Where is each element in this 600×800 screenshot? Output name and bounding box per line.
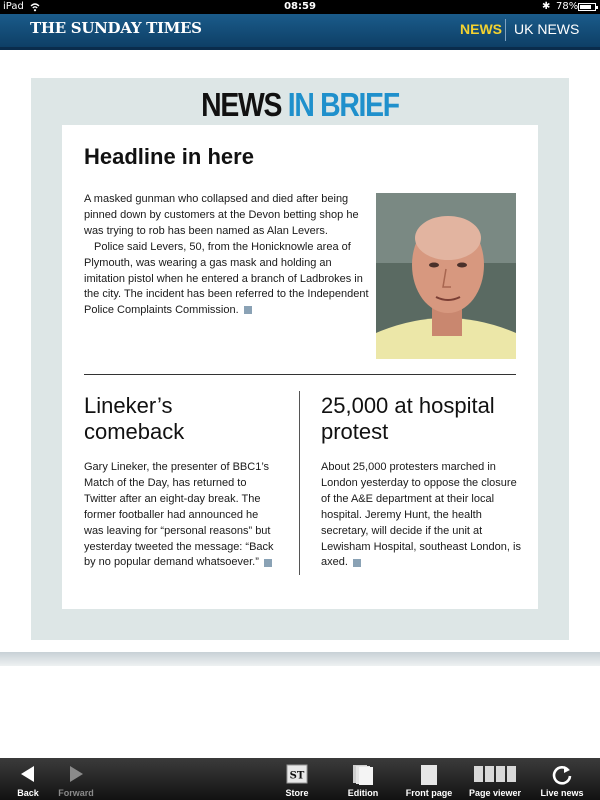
protest-headline: 25,000 at hospital protest xyxy=(321,393,495,444)
refresh-icon xyxy=(551,764,573,786)
column-divider xyxy=(299,391,300,575)
store-glyph: ST xyxy=(289,770,305,782)
forward-label: Forward xyxy=(58,788,94,798)
live-news-button[interactable] xyxy=(536,758,588,800)
forward-button[interactable] xyxy=(52,758,100,800)
protest-body-wrap xyxy=(321,460,521,571)
page-viewer-icon xyxy=(473,764,517,784)
back-arrow-icon xyxy=(18,764,38,784)
news-in-brief-panel xyxy=(31,78,569,640)
main-story-para1: A masked gunman who collapsed and died after being pinned down by customers at the Devon betting shop he was trying to rob has been named as Alan Levers. xyxy=(84,193,359,237)
forward-arrow-icon xyxy=(66,764,86,784)
section-tab-news[interactable]: NEWS xyxy=(460,21,502,37)
bottom-toolbar xyxy=(0,758,600,800)
edition-icon xyxy=(352,764,374,786)
page-viewer-label: Page viewer xyxy=(468,788,522,798)
lineker-headline: Lineker’s comeback xyxy=(84,393,185,444)
lineker-body: Gary Lineker, the presenter of BBC1’s Match of the Day, has returned to Twitter after an eight-day break. The former footballer had announced he was leaving for “personal reasons” but yesterday tweeted the message: “Back by no popular demand whatsoever.” xyxy=(84,461,274,569)
portrait-image xyxy=(376,193,516,359)
section-tab-uk-news[interactable]: UK NEWS xyxy=(514,21,580,37)
front-page-label: Front page xyxy=(405,788,453,798)
live-news-label: Live news xyxy=(540,788,584,798)
edition-button[interactable] xyxy=(340,758,386,800)
story-hospital-protest xyxy=(321,393,521,571)
store-button[interactable] xyxy=(278,758,316,800)
section-divider xyxy=(505,19,506,41)
front-page-icon xyxy=(420,764,438,786)
lineker-body-wrap xyxy=(84,460,274,571)
bluetooth-icon: ✱ xyxy=(542,1,551,12)
page-viewer-button[interactable] xyxy=(464,758,526,800)
main-story-para2: Police said Levers, 50, from the Honicknowle area of Plymouth, was wearing a gas mask and holding an imitation pistol when he entered a branch of Ladbrokes in the city. The incident has been referred to the Independent Police Complaints Commission. xyxy=(84,240,369,317)
main-story-body xyxy=(84,192,374,319)
end-mark-icon xyxy=(264,559,272,567)
battery-percent: 78% xyxy=(556,1,579,12)
battery-icon xyxy=(578,3,596,11)
status-time: 08:59 xyxy=(284,1,316,12)
status-bar xyxy=(0,0,600,14)
panel-title-accent: IN BRIEF xyxy=(287,86,399,123)
story-photo[interactable] xyxy=(376,193,516,359)
end-mark-icon xyxy=(353,559,361,567)
back-button[interactable] xyxy=(8,758,48,800)
front-page-button[interactable] xyxy=(400,758,458,800)
brand-logo[interactable]: THE SUNDAY TIMES xyxy=(30,19,202,37)
store-label: Store xyxy=(285,788,309,798)
story-lineker xyxy=(84,393,274,571)
end-mark-icon xyxy=(244,306,252,314)
edition-label: Edition xyxy=(347,788,379,798)
article-card xyxy=(62,125,538,609)
protest-body: About 25,000 protesters marched in London yesterday to oppose the closure of the A&E department at their local hospital. Jeremy Hunt, the health secretary, will decide if the unit at Lewisham Hospital, southeast London, is axed. xyxy=(321,461,521,569)
main-story-para2-wrap xyxy=(84,240,374,320)
main-headline: Headline in here xyxy=(84,144,254,169)
page-edge-shadow xyxy=(0,652,600,666)
carrier-label: iPad xyxy=(3,1,24,12)
section-rule xyxy=(84,374,516,375)
back-label: Back xyxy=(17,788,39,798)
store-icon xyxy=(286,764,308,784)
panel-title-dark: NEWS xyxy=(201,86,282,123)
masthead xyxy=(0,14,600,50)
panel-title xyxy=(69,86,532,124)
